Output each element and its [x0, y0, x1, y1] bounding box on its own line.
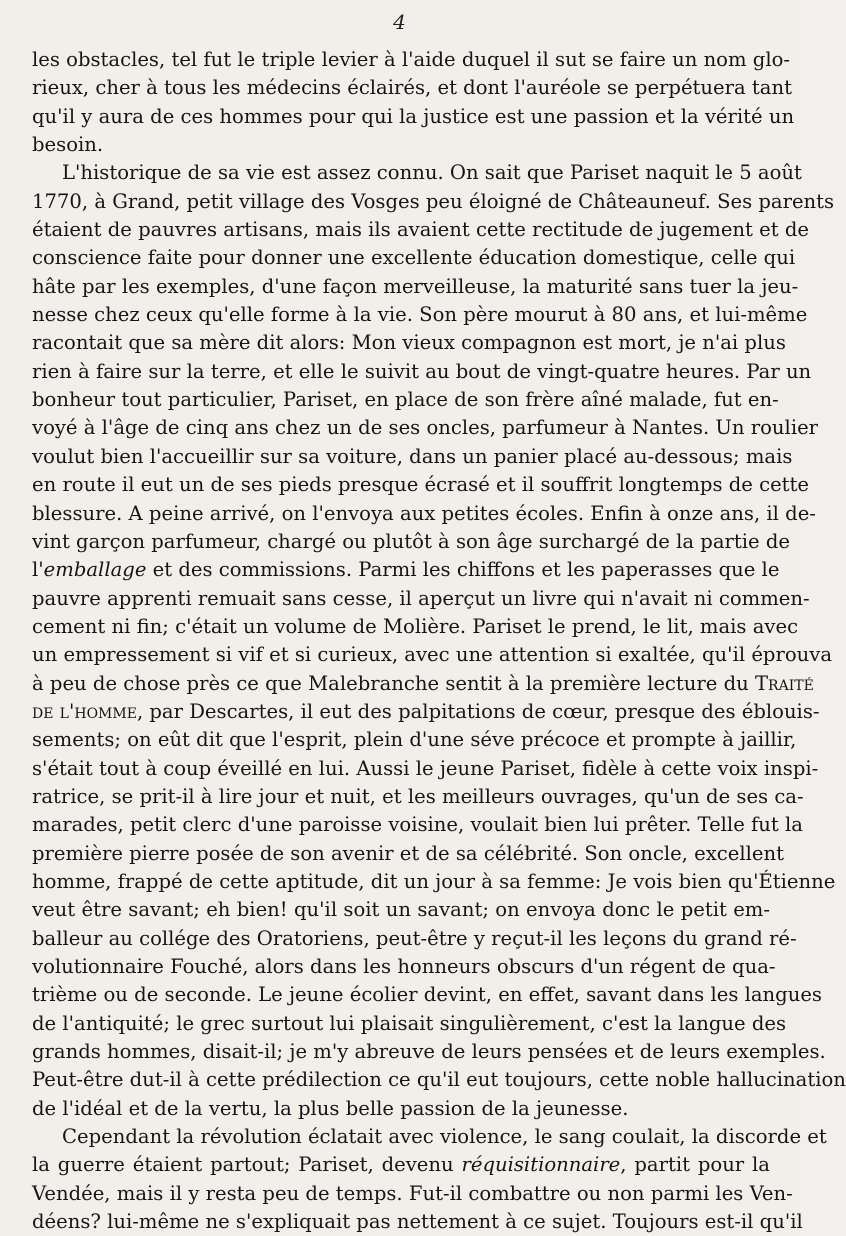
line-text: l' — [32, 558, 44, 582]
line-text: à peu de chose près ce que Malebranche sentit à la première lecture du — [32, 671, 755, 695]
text-line — [32, 528, 790, 556]
line-text: racontait que sa mère dit alors: Mon vieux compagnon est mort, je n'ai plus — [32, 331, 786, 355]
line-text: sements; on eût dit que l'esprit, plein d'une séve précoce et prompte à jaillir, — [32, 728, 797, 752]
italic-term: emballage — [43, 558, 147, 582]
text-line — [32, 1123, 827, 1151]
text-line — [32, 641, 832, 669]
line-text: pauvre apprenti remuait sans cesse, il aperçut un livre qui n'avait ni commen- — [32, 586, 810, 610]
text-line — [32, 840, 784, 868]
line-text: et des commissions. Parmi les chiffons et les paperasses que le — [146, 558, 780, 582]
line-text: blessure. A peine arrivé, on l'envoya aux petites écoles. Enfin à onze ans, il de- — [32, 501, 816, 525]
text-line — [32, 103, 795, 131]
line-text: Cependant la révolution éclatait avec violence, le sang coulait, la discorde et — [62, 1125, 827, 1149]
text-line — [32, 981, 822, 1009]
text-line — [32, 273, 799, 301]
text-line — [32, 46, 791, 74]
text-line — [32, 1066, 846, 1094]
line-text: Vendée, mais il y resta peu de temps. Fut-il combattre ou non parmi les Ven- — [32, 1181, 793, 1205]
line-text: homme, frappé de cette aptitude, dit un jour à sa femme: Je vois bien qu'Étienne — [32, 869, 836, 893]
text-line — [32, 896, 770, 924]
line-text: s'était tout à coup éveillé en lui. Aussi le jeune Pariset, fidèle à cette voix inspi- — [32, 756, 819, 780]
line-text: nesse chez ceux qu'elle forme à la vie. Son père mourut à 80 ans, et lui-même — [32, 303, 808, 327]
line-text: bonheur tout particulier, Pariset, en place de son frère aîné malade, fut en- — [32, 388, 779, 412]
text-line — [32, 698, 820, 726]
line-text: , par Descartes, il eut des palpitations de cœur, presque des éblouis- — [136, 699, 820, 723]
text-line — [32, 329, 786, 357]
text-line — [32, 868, 836, 896]
line-text: qu'il y aura de ces hommes pour qui la justice est une passion et la vérité un — [32, 104, 795, 128]
line-text: en route il eut un de ses pieds presque écrasé et il souffrit longtemps de cette — [32, 473, 810, 497]
text-line — [32, 556, 780, 584]
text-line — [32, 216, 809, 244]
line-text: hâte par les exemples, d'une façon merveilleuse, la maturité sans tuer la jeu- — [32, 274, 799, 298]
text-line — [32, 953, 776, 981]
text-line — [32, 670, 814, 698]
line-text: étaient de pauvres artisans, mais ils avaient cette rectitude de jugement et de — [32, 218, 809, 242]
body-text — [32, 46, 846, 1236]
line-text: voulut bien l'accueillir sur sa voiture, dans un panier placé au-dessous; mais — [32, 444, 793, 468]
line-text: la guerre étaient partout; Pariset, devenu — [32, 1153, 462, 1177]
small-caps-title: de l'homme — [32, 699, 137, 723]
line-text: rien à faire sur la terre, et elle le suivit au bout de vingt-quatre heures. Par un — [32, 359, 812, 383]
text-line — [32, 131, 770, 159]
text-line — [32, 585, 810, 613]
line-text: Peut-être dut-il à cette prédilection ce qu'il eut toujours, cette noble hallucination — [32, 1068, 846, 1092]
line-text: conscience faite pour donner une excellente éducation domestique, celle qui — [32, 246, 796, 270]
line-text: un empressement si vif et si curieux, avec une attention si exaltée, qu'il éprouva — [32, 643, 832, 667]
line-text: balleur au collége des Oratoriens, peut-être y reçut-il les leçons du grand ré- — [32, 926, 797, 950]
text-line — [32, 1010, 787, 1038]
line-text: les obstacles, tel fut le triple levier à l'aide duquel il sut se faire un nom glo- — [32, 48, 791, 71]
text-line — [32, 613, 799, 641]
line-text: première pierre posée de son avenir et de sa célébrité. Son oncle, excellent — [32, 841, 784, 865]
text-line — [32, 1180, 793, 1208]
text-line — [32, 755, 819, 783]
line-text: voyé à l'âge de cinq ans chez un de ses oncles, parfumeur à Nantes. Un roulier — [32, 416, 819, 440]
line-text: besoin. — [32, 133, 104, 157]
text-line — [32, 1208, 803, 1236]
page-number: 4 — [393, 10, 407, 34]
text-line — [32, 726, 797, 754]
text-line — [32, 74, 792, 102]
line-text: L'historique de sa vie est assez connu. On sait que Pariset naquit le 5 août — [62, 161, 802, 185]
line-text: , partit pour la — [620, 1153, 770, 1177]
line-text: marades, petit clerc d'une paroisse voisine, voulait bien lui prêter. Telle fut la — [32, 813, 803, 837]
line-text: rieux, cher à tous les médecins éclairés, et dont l'auréole se perpétuera tant — [32, 76, 792, 100]
text-line — [32, 1095, 770, 1123]
line-text: vint garçon parfumeur, chargé ou plutôt à son âge surchargé de la partie de — [32, 529, 790, 553]
text-line — [32, 386, 779, 414]
line-text: grands hommes, disait-il; je m'y abreuve de leurs pensées et de leurs exemples. — [32, 1040, 826, 1064]
text-line — [32, 925, 797, 953]
text-line — [32, 1038, 826, 1066]
text-line — [32, 783, 804, 811]
text-line — [32, 414, 819, 442]
text-line — [32, 811, 803, 839]
line-text: cement ni fin; c'était un volume de Molière. Pariset le prend, le lit, mais avec — [32, 614, 799, 638]
text-line — [32, 1151, 770, 1179]
text-line — [32, 443, 793, 471]
small-caps-title: Traité — [754, 671, 814, 695]
line-text: de l'idéal et de la vertu, la plus belle passion de la jeunesse. — [32, 1096, 629, 1120]
text-line — [32, 471, 810, 499]
line-text: veut être savant; eh bien! qu'il soit un savant; on envoya donc le petit em- — [32, 898, 770, 922]
text-line — [32, 188, 835, 216]
italic-term: réquisitionnaire — [461, 1153, 621, 1177]
text-line — [32, 244, 796, 272]
line-text: déens? lui-même ne s'expliquait pas nettement à ce sujet. Toujours est-il qu'il — [32, 1210, 803, 1234]
text-line — [32, 358, 812, 386]
line-text: ratrice, se prit-il à lire jour et nuit, et les meilleurs ouvrages, qu'un de ses ca- — [32, 784, 804, 808]
text-line — [32, 159, 802, 187]
text-line — [32, 500, 816, 528]
line-text: de l'antiquité; le grec surtout lui plaisait singulièrement, c'est la langue des — [32, 1011, 787, 1035]
line-text: trième ou de seconde. Le jeune écolier devint, en effet, savant dans les langues — [32, 983, 822, 1007]
line-text: volutionnaire Fouché, alors dans les honneurs obscurs d'un régent de qua- — [32, 955, 776, 978]
line-text: 1770, à Grand, petit village des Vosges peu éloigné de Châteauneuf. Ses parents — [32, 189, 835, 213]
text-line — [32, 301, 808, 329]
